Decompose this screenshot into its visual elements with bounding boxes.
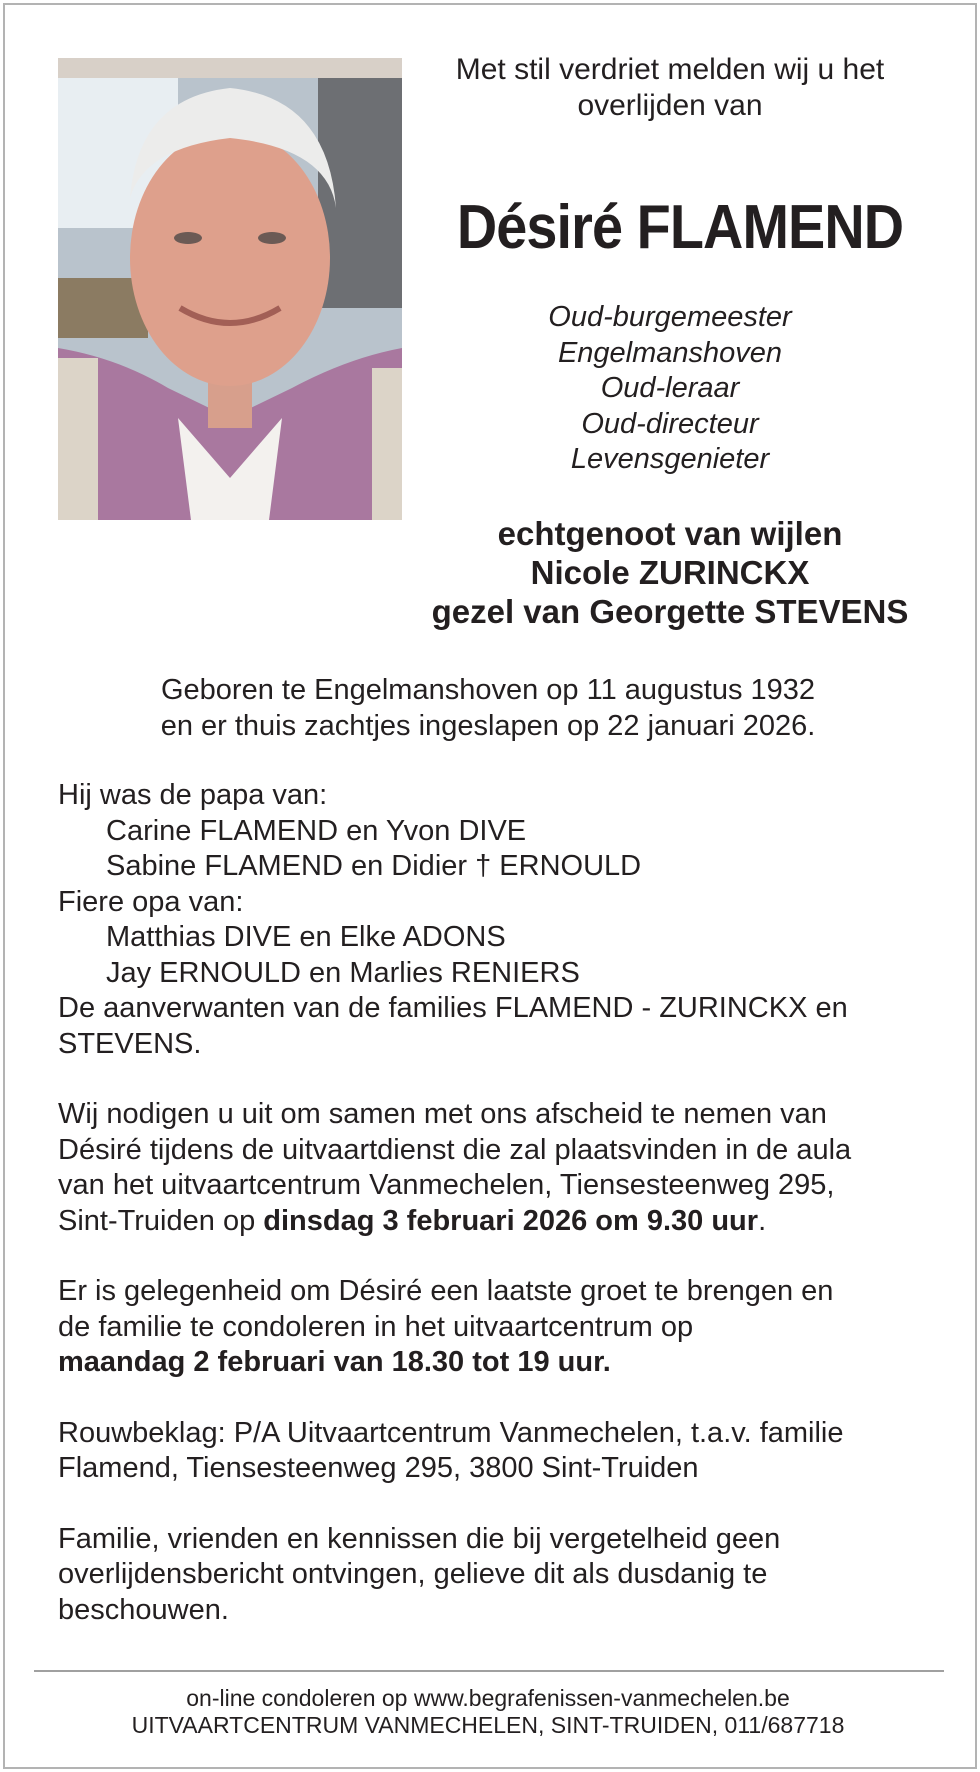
funeral-home-contact: UITVAARTCENTRUM VANMECHELEN, SINT-TRUIDEN, 011/687718 [131, 1712, 845, 1738]
online-condolence-link[interactable]: on-line condoleren op www.begrafenissen-vanmechelen.be [186, 1685, 790, 1711]
condolence-line: Rouwbeklag: P/A Uitvaartcentrum Vanmechelen, t.a.v. familie [58, 1416, 844, 1449]
birth-death-text [58, 672, 918, 744]
viewing-datetime: maandag 2 februari van 18.30 tot 19 uur. [58, 1346, 611, 1378]
title-line: Engelmanshoven [557, 336, 783, 369]
viewing-line: de familie te condoleren in het uitvaartcentrum op [58, 1310, 694, 1343]
notice-body [58, 778, 938, 1628]
spouse-block [380, 514, 960, 631]
grandchild-entry: Jay ERNOULD en Marlies RENIERS [106, 956, 580, 989]
service-prefix: Sint-Truiden op [58, 1204, 264, 1237]
birth-line: Geboren te Engelmanshoven op 11 augustus 1932 [160, 674, 816, 706]
service-datetime-line [58, 1204, 938, 1240]
relatives-line: STEVENS. [58, 1027, 202, 1060]
service-datetime: dinsdag 3 februari 2026 om 9.30 uur [263, 1204, 759, 1237]
portrait-photo [58, 58, 402, 520]
intro-text [420, 52, 920, 124]
opa-heading: Fiere opa van: [58, 885, 244, 918]
notice-line: overlijdensbericht ontvingen, gelieve dit als dusdanig te [58, 1558, 768, 1590]
viewing-line: Er is gelegenheid om Désiré een laatste groet te brengen en [58, 1275, 834, 1307]
relatives-line: De aanverwanten van de families FLAMEND - ZURINCKX en [58, 992, 848, 1024]
papa-heading: Hij was de papa van: [58, 779, 328, 811]
notice-line: beschouwen. [58, 1593, 229, 1626]
notice-line: Familie, vrienden en kennissen die bij vergetelheid geen [58, 1522, 781, 1555]
footer [58, 1685, 918, 1739]
service-line: Désiré tijdens de uitvaartdienst die zal plaatsvinden in de aula [58, 1133, 852, 1166]
title-line: Oud-directeur [581, 407, 759, 440]
footer-divider [34, 1670, 944, 1672]
service-suffix: . [758, 1204, 767, 1237]
intro-line: Met stil verdriet melden wij u het [455, 53, 885, 86]
child-entry: Carine FLAMEND en Yvon DIVE [106, 814, 527, 847]
spouse-line: gezel van Georgette STEVENS [431, 593, 909, 630]
deceased-name: Désiré FLAMEND [456, 193, 904, 262]
child-entry: Sabine FLAMEND en Didier † ERNOULD [106, 850, 642, 882]
spouse-line: echtgenoot van wijlen [497, 515, 843, 552]
death-line: en er thuis zachtjes ingeslapen op 22 januari 2026. [160, 710, 816, 742]
grandchild-entry: Matthias DIVE en Elke ADONS [106, 921, 506, 953]
title-line: Levensgenieter [570, 443, 770, 475]
title-line: Oud-burgemeester [548, 301, 792, 333]
service-line: van het uitvaartcentrum Vanmechelen, Tiensesteenweg 295, [58, 1169, 835, 1201]
titles-list [470, 300, 870, 478]
service-line: Wij nodigen u uit om samen met ons afscheid te nemen van [58, 1098, 827, 1130]
spouse-line: Nicole ZURINCKX [530, 554, 810, 591]
title-line: Oud-leraar [600, 372, 740, 404]
condolence-line: Flamend, Tiensesteenweg 295, 3800 Sint-Truiden [58, 1452, 699, 1484]
intro-line: overlijden van [577, 89, 763, 122]
